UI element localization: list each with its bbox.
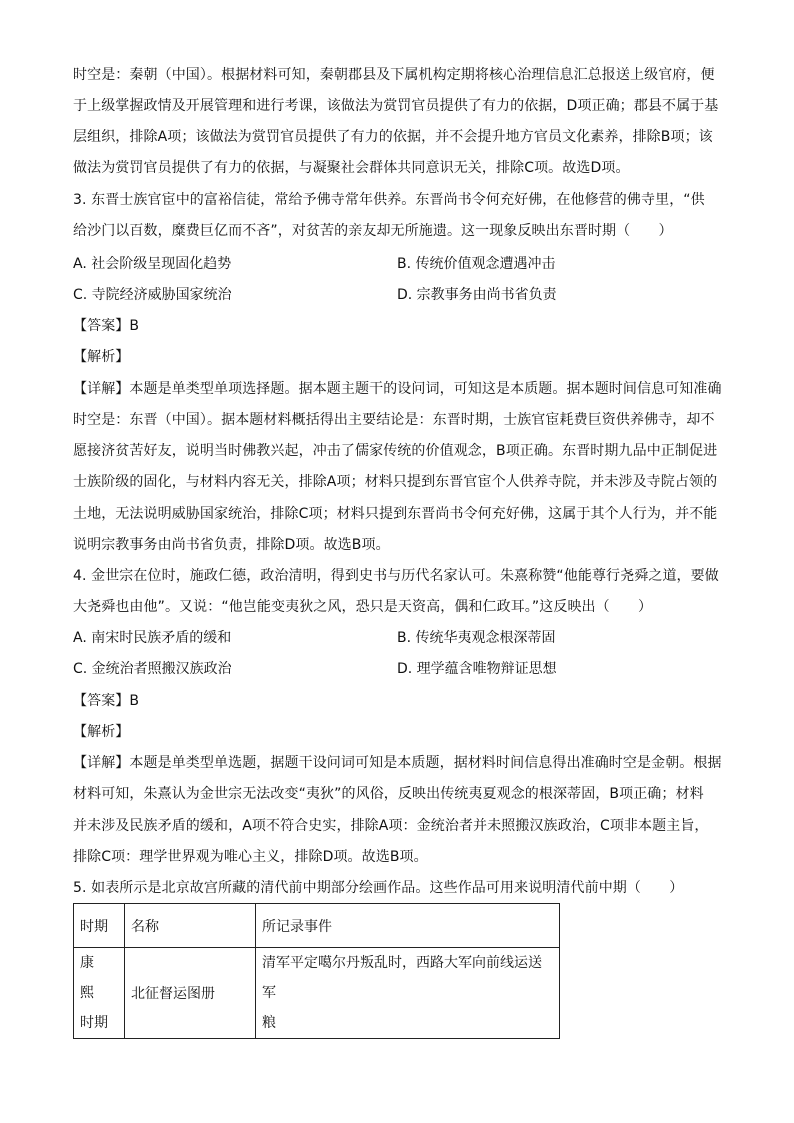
header-name: 名称 [125,904,256,948]
question-4-stem: 4. 金世宗在位时，施政仁德，政治清明，得到史书与历代名家认可。朱熹称赞“他能尊行尧舜之道，要做 [73,568,719,584]
paintings-table [73,903,560,1039]
explanation-line: 并未涉及民族矛盾的缓和，A项不符合史实，排除A项：金统治者并未照搬汉族政治，C项非本题主旨， [73,818,709,834]
answer-label: 【答案】B [73,693,140,709]
cell-period [74,948,125,1039]
text-line: 于上级掌握政情及开展管理和进行考课，该做法为赏罚官员提供了有力的依据，D项正确；郡县不属于基 [73,98,719,114]
analysis-label: 【解析】 [73,349,130,365]
cell-period-line: 康 熙 [80,955,108,1001]
table-header-row [74,904,560,948]
q3-option-d: D. 宗教事务由尚书省负责 [397,287,557,303]
cell-event-line: 粮 [262,1015,276,1031]
explanation-line: 材料可知，朱熹认为金世宗无法改变“夷狄”的风俗，反映出传统夷夏观念的根深蒂固，B项正确；材料 [73,786,704,802]
q4-option-c: C. 金统治者照搬汉族政治 [73,661,232,677]
question-3-stem: 给沙门以百数，糜费巨亿而不吝”，对贫苦的亲友却无所施遗。这一现象反映出东晋时期（ ） [73,223,673,239]
cell-event-line: 清军平定噶尔丹叛乱时，西路大军向前线运送军 [262,955,542,1001]
cell-event [256,948,560,1039]
explanation-line: 排除C项：理学世界观为唯心主义，排除D项。故选B项。 [73,849,428,865]
table-row [74,948,560,1039]
q3-option-a: A. 社会阶级呈现固化趋势 [73,256,232,272]
analysis-label: 【解析】 [73,724,130,740]
explanation-line: 士族阶级的固化，与材料内容无关，排除A项；材料只提到东晋官宦个人供养寺院，并未涉及寺院占领的 [73,474,718,490]
cell-period-line: 时期 [80,1015,108,1031]
explanation-line: 愿接济贫苦好友，说明当时佛教兴起，冲击了儒家传统的价值观念，B项正确。东晋时期九品中正制促进 [73,443,718,459]
explanation-line: 【详解】本题是单类型单选题，据题干设问词可知是本质题，据材料时间信息得出准确时空是金朝。根据 [73,755,722,771]
q3-option-b: B. 传统价值观念遭遇冲击 [397,256,556,272]
text-line: 层组织，排除A项；该做法为赏罚官员提供了有力的依据，并不会提升地方官员文化素养，排除B项；该 [73,129,713,145]
question-3-stem: 3. 东晋士族官宦中的富裕信徒，常给予佛寺常年供养。东晋尚书令何充好佛，在他修营的佛寺里，“供 [73,192,705,208]
explanation-line: 说明宗教事务由尚书省负责，排除D项。故选B项。 [73,537,390,553]
q4-option-a: A. 南宋时民族矛盾的缓和 [73,630,232,646]
text-line: 时空是：秦朝（中国）。根据材料可知，秦朝郡县及下属机构定期将核心治理信息汇总报送上级官府，便 [73,67,715,83]
q4-option-d: D. 理学蕴含唯物辩证思想 [397,661,557,677]
q4-option-b: B. 传统华夷观念根深蒂固 [397,630,556,646]
cell-name: 北征督运图册 [125,948,256,1039]
answer-label: 【答案】B [73,318,140,334]
explanation-line: 土地，无法说明威胁国家统治，排除C项；材料只提到东晋尚书令何充好佛，这属于其个人行为，并不能 [73,506,718,522]
explanation-line: 时空是：东晋（中国）。据本题材料概括得出主要结论是：东晋时期，士族官宦耗费巨资供养佛寺，却不 [73,412,715,428]
header-period: 时期 [74,904,125,948]
explanation-line: 【详解】本题是单类型单项选择题。据本题主题干的设问词，可知这是本质题。据本题时间信息可知准确 [73,381,722,397]
header-event: 所记录事件 [256,904,560,948]
question-5-stem: 5. 如表所示是北京故宫所藏的清代前中期部分绘画作品。这些作品可用来说明清代前中期（ ） [73,880,684,896]
text-line: 做法为赏罚官员提供了有力的依据，与凝聚社会群体共同意识无关，排除C项。故选D项。 [73,160,630,176]
question-4-stem: 大尧舜也由他”。又说：“他岂能变夷狄之风，恐只是天资高，偶和仁政耳。”这反映出（ ） [73,599,653,615]
q3-option-c: C. 寺院经济威胁国家统治 [73,287,232,303]
